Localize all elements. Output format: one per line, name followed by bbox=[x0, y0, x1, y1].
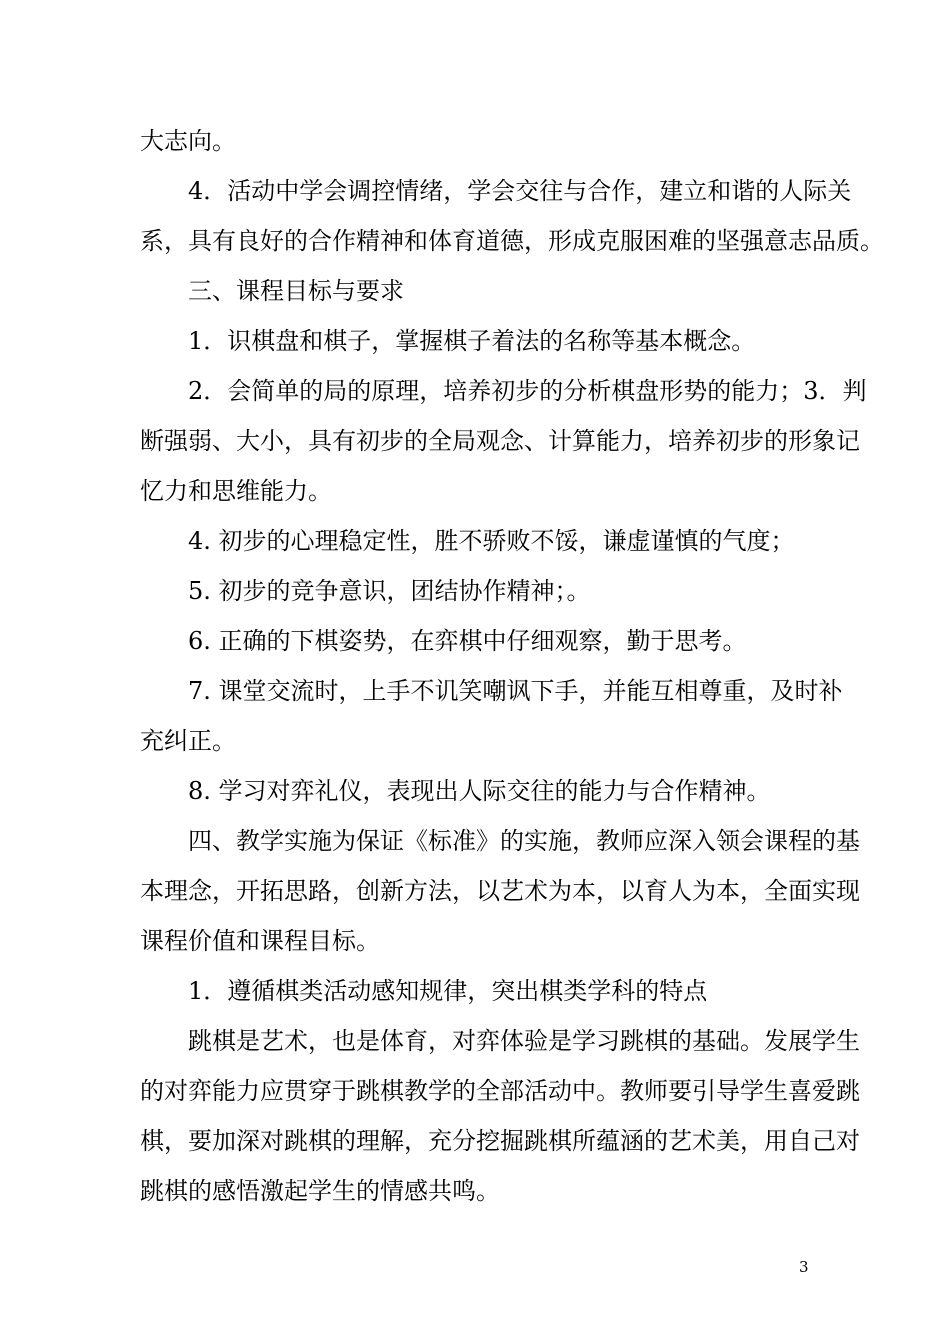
text-line: 4．活动中学会调控情绪，学会交往与合作，建立和谐的人际关 bbox=[188, 177, 852, 205]
paragraph bbox=[140, 616, 830, 666]
document-body bbox=[140, 116, 884, 1216]
paragraph bbox=[140, 1016, 860, 1216]
text-line: 跳棋的感悟激起学生的情感共鸣。 bbox=[140, 1177, 500, 1205]
paragraph bbox=[140, 816, 860, 966]
paragraph bbox=[140, 966, 830, 1016]
text-line: 的对弈能力应贯穿于跳棋教学的全部活动中。教师要引导学生喜爱跳 bbox=[140, 1077, 860, 1105]
paragraph bbox=[140, 566, 830, 616]
text-line: 充纠正。 bbox=[140, 727, 236, 755]
text-line: 2．会简单的局的原理，培养初步的分析棋盘形势的能力；3．判 bbox=[188, 377, 867, 405]
paragraph bbox=[140, 166, 884, 266]
section-heading bbox=[140, 266, 830, 316]
text-line: 棋，要加深对跳棋的理解，充分挖掘跳棋所蕴涵的艺术美，用自己对 bbox=[140, 1127, 860, 1155]
paragraph bbox=[140, 116, 830, 166]
text-line: 四、教学实施为保证《标准》的实施，教师应深入领会课程的基 bbox=[188, 827, 860, 855]
text-line: 1．识棋盘和棋子，掌握棋子着法的名称等基本概念。 bbox=[188, 327, 756, 355]
text-line: 4. 初步的心理稳定性，胜不骄败不馁，谦虚谨慎的气度； bbox=[188, 527, 795, 555]
paragraph bbox=[140, 316, 830, 366]
text-line: 7. 课堂交流时，上手不讥笑嘲讽下手，并能互相尊重，及时补 bbox=[188, 677, 843, 705]
text-line: 忆力和思维能力。 bbox=[140, 477, 332, 505]
page-number: 3 bbox=[799, 1258, 809, 1276]
text-line: 8. 学习对弈礼仪，表现出人际交往的能力与合作精神。 bbox=[188, 777, 771, 805]
text-line: 跳棋是艺术，也是体育，对弈体验是学习跳棋的基础。发展学生 bbox=[188, 1027, 860, 1055]
text-line: 三、课程目标与要求 bbox=[188, 277, 404, 305]
text-line: 课程价值和课程目标。 bbox=[140, 927, 380, 955]
paragraph bbox=[140, 766, 830, 816]
text-line: 本理念，开拓思路，创新方法，以艺术为本，以育人为本，全面实现 bbox=[140, 877, 860, 905]
text-line: 6. 正确的下棋姿势，在弈棋中仔细观察，勤于思考。 bbox=[188, 627, 747, 655]
text-line: 1．遵循棋类活动感知规律，突出棋类学科的特点 bbox=[188, 977, 708, 1005]
text-line: 5. 初步的竞争意识，团结协作精神；。 bbox=[188, 577, 591, 605]
text-line: 系，具有良好的合作精神和体育道德，形成克服困难的坚强意志品质。 bbox=[140, 227, 884, 255]
paragraph bbox=[140, 366, 867, 516]
text-line: 断强弱、大小，具有初步的全局观念、计算能力，培养初步的形象记 bbox=[140, 427, 860, 455]
paragraph bbox=[140, 516, 830, 566]
text-line: 大志向。 bbox=[140, 127, 236, 155]
paragraph bbox=[140, 666, 843, 766]
